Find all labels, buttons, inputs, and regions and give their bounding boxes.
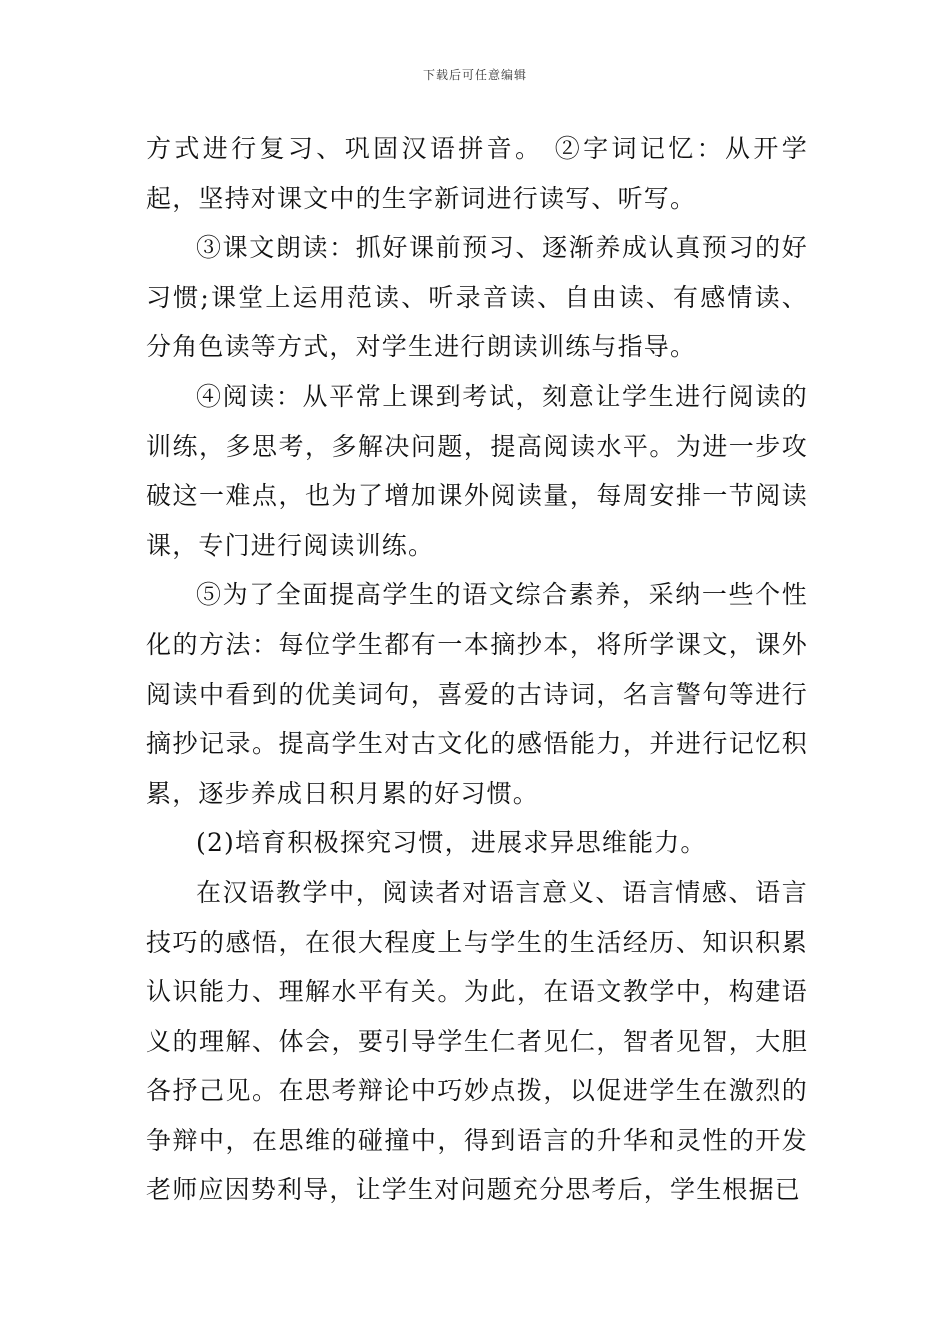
paragraph-personalized-methods: ⑤为了全面提高学生的语文综合素养，采纳一些个性化的方法：每位学生都有一本摘抄本，将所学课文，课外阅读中看到的优美词句，喜爱的古诗词，名言警句等进行摘抄记录。提高学生对古文化的感悟能力，并进行记忆积累，逐步养成日积月累的好习惯。 xyxy=(146,580,808,808)
paragraph-text-reading: ③课文朗读：抓好课前预习、逐渐养成认真预习的好习惯;课堂上运用范读、听录音读、自由读、有感情读、分角色读等方式，对学生进行朗读训练与指导。 xyxy=(146,233,808,362)
document-body xyxy=(146,124,808,1215)
page-header: 下载后可任意编辑 xyxy=(422,68,527,82)
paragraph-review-pinyin: 方式进行复习、巩固汉语拼音。 ②字词记忆：从开学起，坚持对课文中的生字新词进行读写、听写。 xyxy=(146,134,808,213)
paragraph-thinking-ability: 在汉语教学中，阅读者对语言意义、语言情感、语言技巧的感悟，在很大程度上与学生的生活经历、知识积累认识能力、理解水平有关。为此，在语文教学中，构建语义的理解、体会，要引导学生仁者见仁，智者见智，大胆各抒己见。在思考辩论中巧妙点拨，以促进学生在激烈的争辩中，在思维的碰撞中，得到语言的升华和灵性的开发老师应因势利导，让学生对问题充分思考后，学生根据已 xyxy=(146,877,808,1205)
paragraph-section-heading: (2)培育积极探究习惯，进展求异思维能力。 xyxy=(196,828,707,858)
paragraph-reading-training: ④阅读：从平常上课到考试，刻意让学生进行阅读的训练，多思考，多解决问题，提高阅读水平。为进一步攻破这一难点，也为了增加课外阅读量，每周安排一节阅读课，专门进行阅读训练。 xyxy=(146,381,808,560)
